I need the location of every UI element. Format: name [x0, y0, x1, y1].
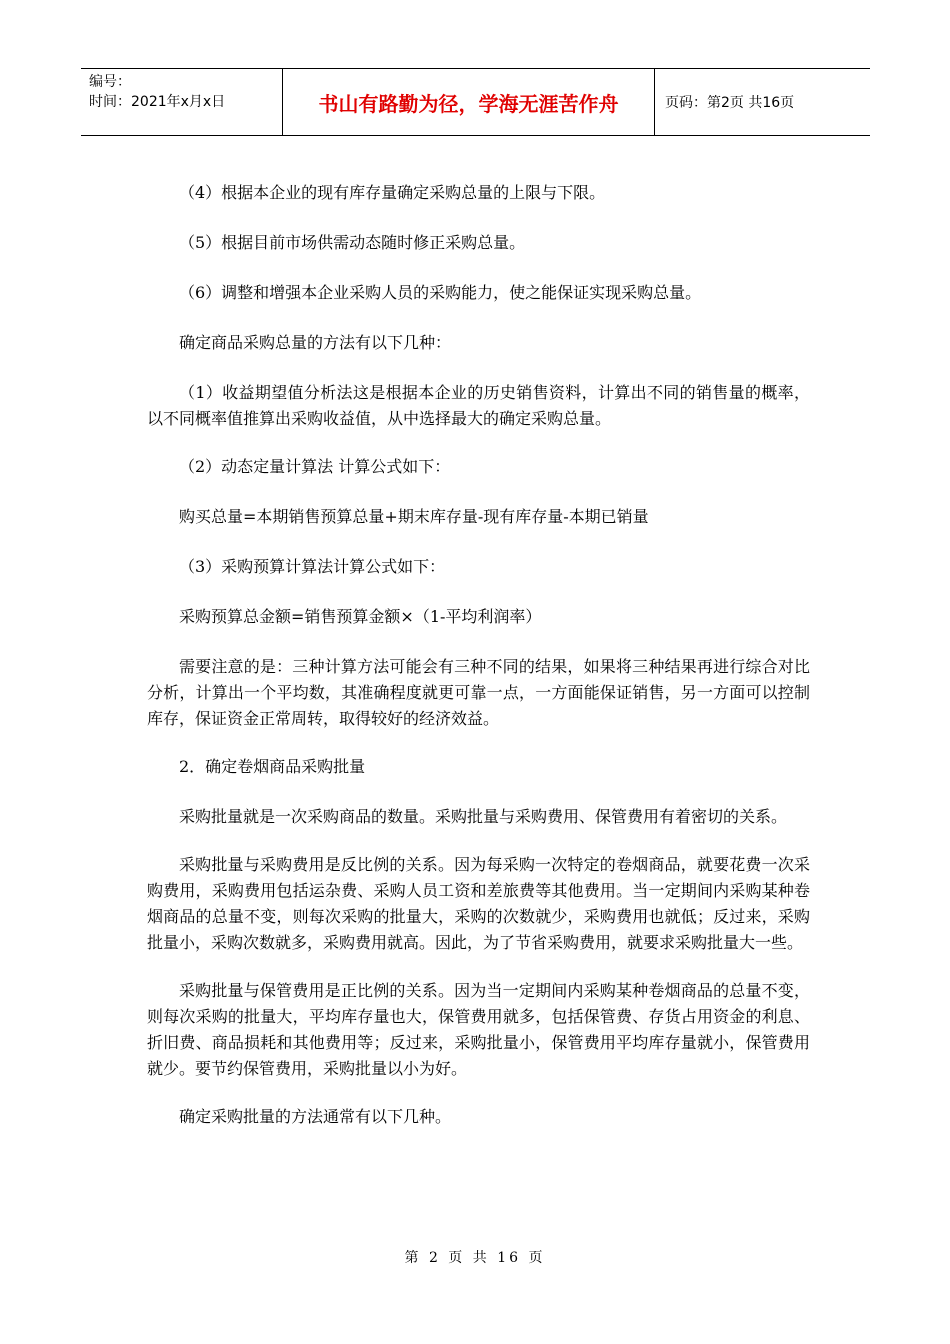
- header-page-info: 页码：第2页 共16页: [665, 95, 795, 111]
- header-meta: [81, 69, 283, 135]
- paragraph: （5）根据目前市场供需动态随时修正采购总量。: [179, 233, 526, 252]
- paragraph: 确定采购批量的方法通常有以下几种。: [179, 1107, 452, 1126]
- paragraph: 采购批量与保管费用是正比例的关系。因为当一定期间内采购某种卷烟商品的总量不变，则每次采购的批量大，平均库存量也大，保管费用就多，包括保管费、存货占用资金的利息、折旧费、商品损耗和其他费用等；反过来，采购批量小，保管费用平均库存量就小，保管费用就少。要节约保管费用，采购批量以小为好。: [147, 981, 810, 1078]
- formula: 采购预算总金额=销售预算金额×（1-平均利润率）: [179, 607, 542, 626]
- paragraph: 采购批量与采购费用是反比例的关系。因为每采购一次特定的卷烟商品，就要花费一次采购费用，采购费用包括运杂费、采购人员工资和差旅费等其他费用。当一定期间内采购某种卷烟商品的总量不变，则每次采购的批量大，采购的次数就少，采购费用也就低；反过来，采购批量小，采购次数就多，采购费用就高。因此，为了节省采购费用，就要求采购批量大一些。: [147, 855, 810, 952]
- paragraph: （1）收益期望值分析法这是根据本企业的历史销售资料，计算出不同的销售量的概率，以不同概率值推算出采购收益值，从中选择最大的确定采购总量。: [147, 383, 810, 428]
- paragraph: 采购批量就是一次采购商品的数量。采购批量与采购费用、保管费用有着密切的关系。: [179, 807, 788, 826]
- formula: 购买总量=本期销售预算总量+期末库存量-现有库存量-本期已销量: [179, 507, 649, 526]
- paragraph: （6）调整和增强本企业采购人员的采购能力，使之能保证实现采购总量。: [179, 283, 702, 302]
- paragraph: （3）采购预算计算法计算公式如下：: [179, 557, 446, 576]
- paragraph: 需要注意的是：三种计算方法可能会有三种不同的结果，如果将三种结果再进行综合对比分析，计算出一个平均数，其准确程度就更可靠一点，一方面能保证销售，另一方面可以控制库存，保证资金正常周转，取得较好的经济效益。: [147, 657, 810, 728]
- paragraph: （2）动态定量计算法 计算公式如下：: [179, 457, 451, 476]
- header-motto: 书山有路勤为径，学海无涯苦作舟: [283, 69, 655, 135]
- section-heading: 2．确定卷烟商品采购批量: [179, 757, 366, 776]
- document-date: 时间：2021年x月x日: [89, 94, 226, 110]
- document-number-label: 编号：: [89, 74, 131, 90]
- document-body: [147, 180, 810, 1152]
- paragraph: 确定商品采购总量的方法有以下几种：: [179, 333, 452, 352]
- paragraph: （4）根据本企业的现有库存量确定采购总量的上限与下限。: [179, 183, 606, 202]
- page-header: [81, 68, 870, 136]
- page-footer: 第 2 页 共 16 页: [404, 1250, 546, 1266]
